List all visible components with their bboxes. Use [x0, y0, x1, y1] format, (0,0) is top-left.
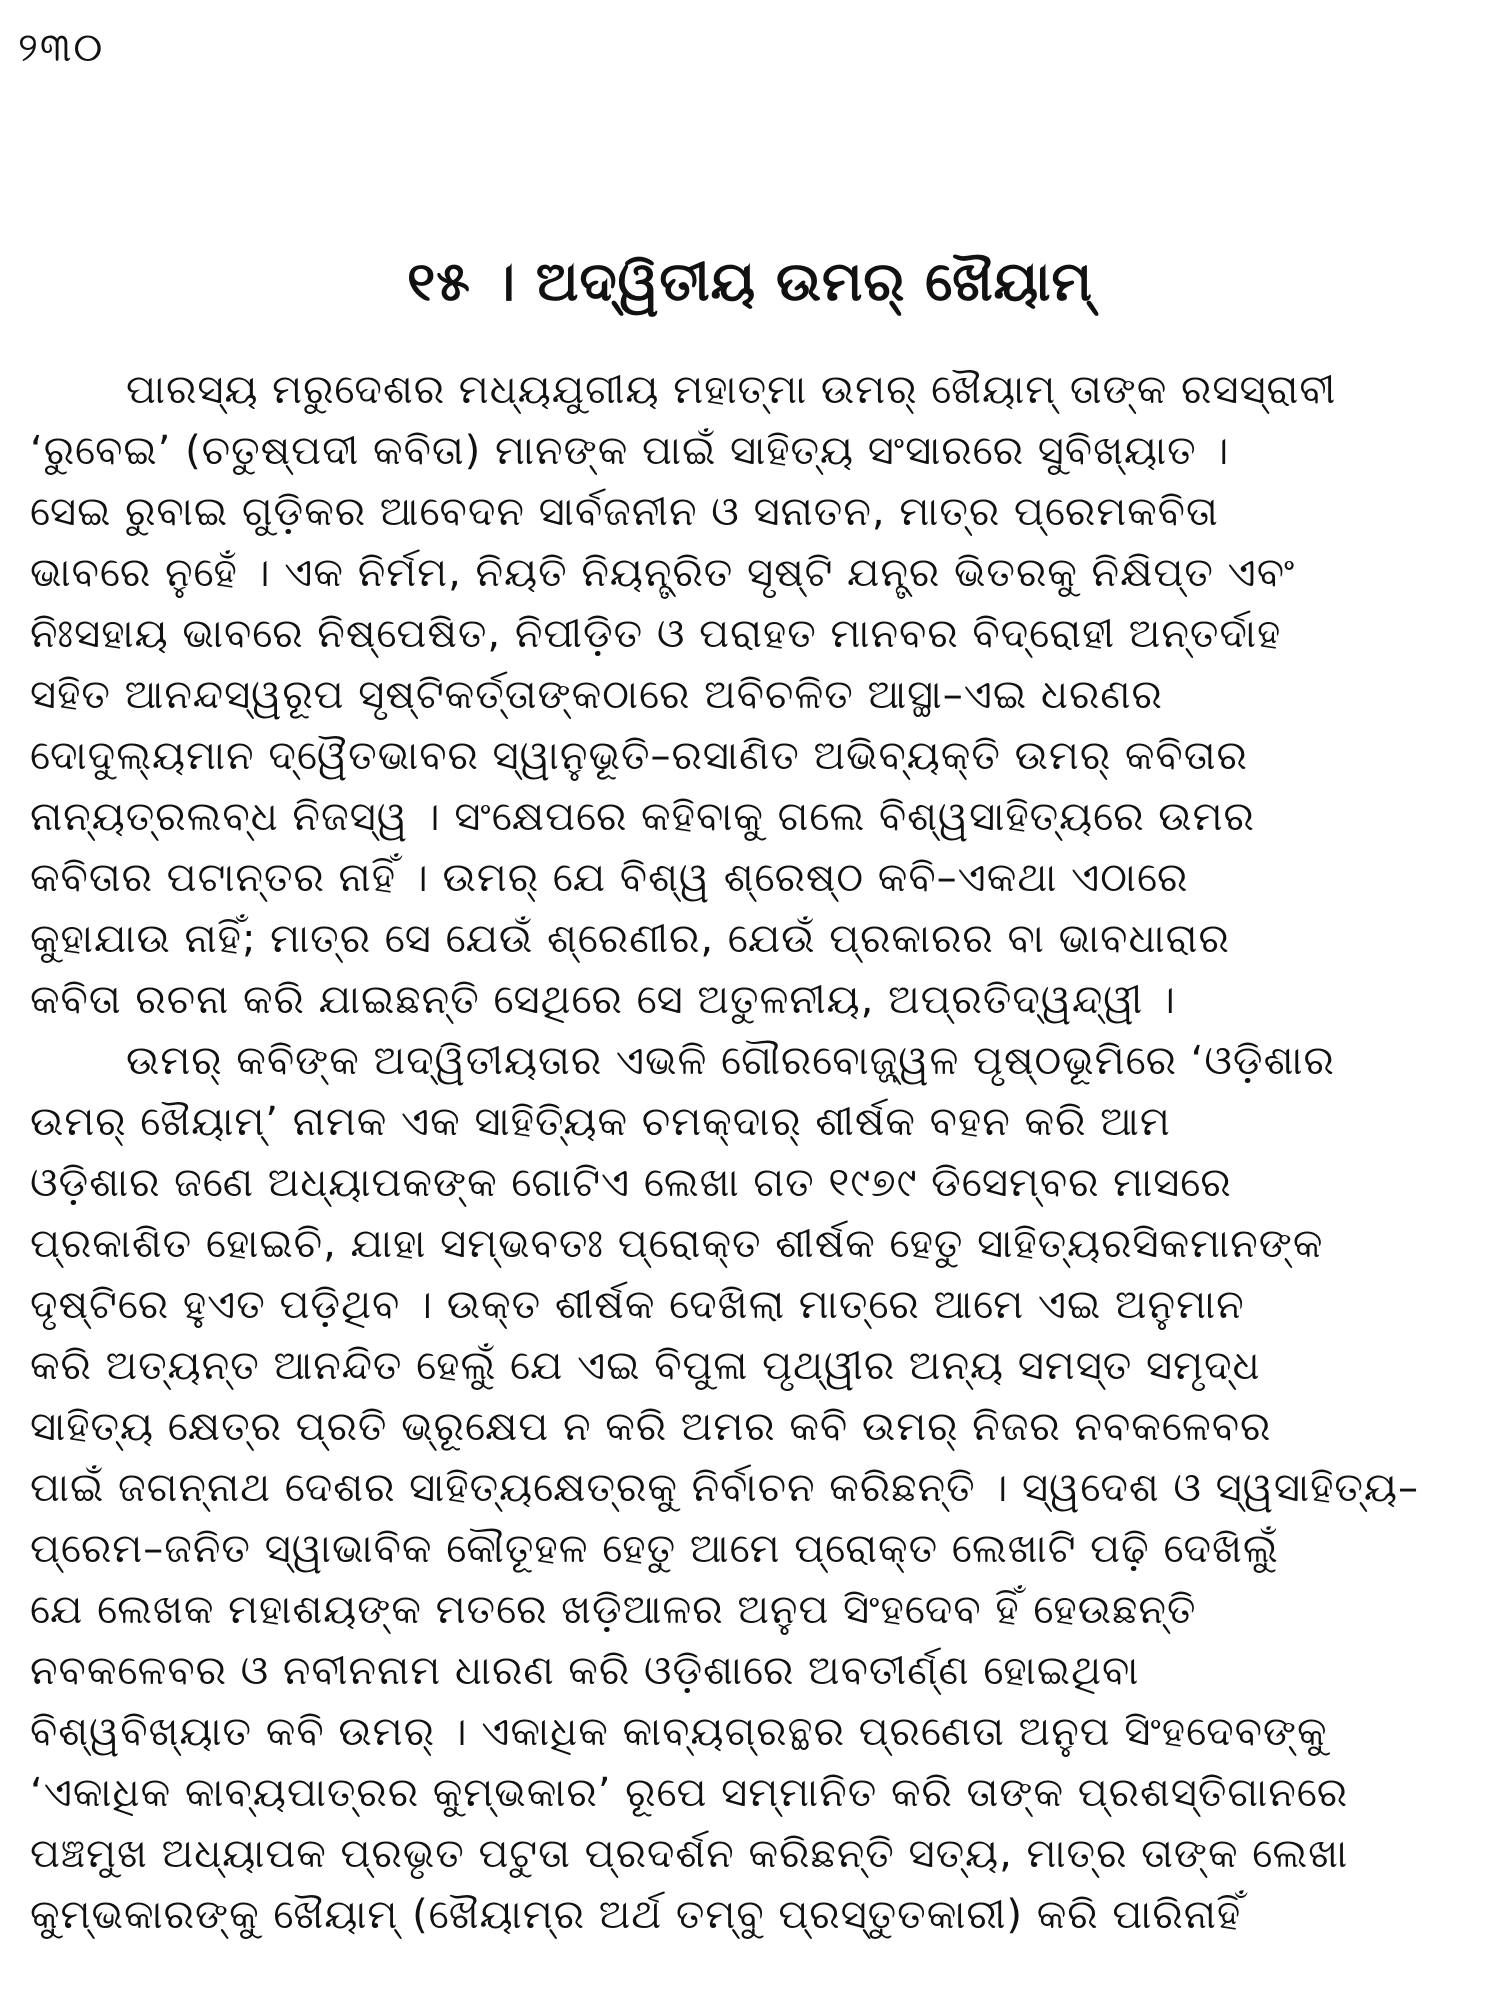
text-line: ସହିତ ଆନନ୍ଦସ୍ୱରୂପ ସୃଷ୍ଟିକର୍ତ୍ତାଙ୍କଠାରେ ଅବିଚଳିତ ଆସ୍ଥା–ଏଇ ଧରଣର: [30, 672, 1163, 718]
text-line: କବିତାର ପଟାନ୍ତର ନାହିଁ । ଉମର୍ ଯେ ବିଶ୍ୱ ଶ୍ରେଷ୍ଠ କବି–ଏକଥା ଏଠାରେ: [30, 855, 1189, 901]
chapter-title: ୧୫ । ଅଦ୍ୱିତୀୟ ଉମର୍ ଖୈୟାମ୍: [407, 250, 1093, 313]
text-line: ନବକଳେବର ଓ ନବୀନନାମ ଧାରଣ କରି ଓଡ଼ିଶାରେ ଅବତୀର୍ଣ୍ଣ ହୋଇଥିବା: [30, 1648, 1140, 1694]
text-line: ଦୃଷ୍ଟିରେ ହୁଏତ ପଡ଼ିଥିବ । ଉକ୍ତ ଶୀର୍ଷକ ଦେଖିଲା ମାତ୍ରେ ଆମେ ଏଇ ଅନୁମାନ: [30, 1282, 1245, 1328]
text-line: ଉମର୍ ଖୈୟାମ୍’ ନାମକ ଏକ ସାହିତ୍ୟିକ ଚମକ୍‌ଦାର୍ ଶୀର୍ଷକ ବହନ କରି ଆମ: [30, 1099, 1171, 1145]
page-number: ୨୩୦: [18, 25, 105, 71]
text-line: କୁମ୍ଭକାରଙ୍କୁ ଖୈୟାମ୍ (ଖୈୟାମ୍‌ର ଅର୍ଥ ତମ୍ବୁ ପ୍ରସ୍ତୁତକାରୀ) କରି ପାରିନାହିଁ: [30, 1892, 1242, 1938]
text-line: କବିତା ରଚନା କରି ଯାଇଛନ୍ତି ସେଥିରେ ସେ ଅତୁଳନୀୟ, ଅପ୍ରତିଦ୍ୱନ୍ଦ୍ୱୀ ।: [30, 977, 1176, 1023]
text-line: ପାଇଁ ଜଗନ୍ନାଥ ଦେଶର ସାହିତ୍ୟକ୍ଷେତ୍ରକୁ ନିର୍ବାଚନ କରିଛନ୍ତି । ସ୍ୱଦେଶ ଓ ସ୍ୱସାହିତ୍ୟ–: [30, 1465, 1419, 1511]
text-line: ‘ରୁବେଇ’ (ଚତୁଷ୍ପଦୀ କବିତା) ମାନଙ୍କ ପାଇଁ ସାହିତ୍ୟ ସଂସାରରେ ସୁବିଖ୍ୟାତ ।: [30, 428, 1230, 474]
text-line: ଯେ ଲେଖକ ମହାଶୟଙ୍କ ମତରେ ଖଡ଼ିଆଳର ଅନୁପ ସିଂହଦେବ ହିଁ ହେଉଛନ୍ତି: [30, 1587, 1197, 1633]
text-line: ସାହିତ୍ୟ କ୍ଷେତ୍ର ପ୍ରତି ଭ୍ରୂକ୍ଷେପ ନ କରି ଅମର କବି ଉମର୍ ନିଜର ନବକଳେବର: [30, 1404, 1272, 1450]
text-line: ‘ଏକାଧିକ କାବ୍ୟପାତ୍ରର କୁମ୍ଭକାର’ ରୂପେ ସମ୍ମାନିତ କରି ତାଙ୍କ ପ୍ରଶସ୍ତିଗାନରେ: [30, 1770, 1349, 1816]
text-line: ପ୍ରେମ–ଜନିତ ସ୍ୱାଭାବିକ କୌତୂହଳ ହେତୁ ଆମେ ପ୍ରୋକ୍ତ ଲେଖାଟି ପଢ଼ି ଦେଖିଲୁଁ: [30, 1526, 1279, 1572]
text-line: କରି ଅତ୍ୟନ୍ତ ଆନନ୍ଦିତ ହେଲୁଁ ଯେ ଏଇ ବିପୁଳା ପୃଥ୍ୱୀର ଅନ୍ୟ ସମସ୍ତ ସମୃଦ୍ଧ: [30, 1343, 1261, 1389]
text-line: ବିଶ୍ୱବିଖ୍ୟାତ କବି ଉମର୍ । ଏକାଧିକ କାବ୍ୟଗ୍ରନ୍ଥର ପ୍ରଣେତା ଅନୁପ ସିଂହଦେବଙ୍କୁ: [30, 1709, 1328, 1755]
text-line: ପାରସ୍ୟ ମରୁଦେଶର ମଧ୍ୟଯୁଗୀୟ ମହାତ୍ମା ଉମର୍ ଖୈୟାମ୍ ତାଙ୍କ ରସସ୍ରାବୀ: [126, 367, 1337, 413]
text-line: ପଞ୍ଚମୁଖ ଅଧ୍ୟାପକ ପ୍ରଭୃତ ପଟୁତା ପ୍ରଦର୍ଶନ କରିଛନ୍ତି ସତ୍ୟ, ମାତ୍ର ତାଙ୍କ ଲେଖା: [30, 1831, 1349, 1877]
text-line: ନାନ୍ୟତ୍ରଲବ୍ଧ ନିଜସ୍ୱ । ସଂକ୍ଷେପରେ କହିବାକୁ ଗଲେ ବିଶ୍ୱସାହିତ୍ୟରେ ଉମର: [30, 794, 1255, 840]
text-line: ଦୋଦୁଲ୍ୟମାନ ଦ୍ୱୈତଭାବର ସ୍ୱାନୁଭୂତି–ରସାଣିତ ଅଭିବ୍ୟକ୍ତି ଉମର୍ କବିତାର: [30, 733, 1248, 779]
text-line: ଉମର୍ କବିଙ୍କ ଅଦ୍ୱିତୀୟତାର ଏଭଳି ଗୌରବୋଜ୍ଜ୍ୱଳ ପୃଷ୍ଠଭୂମିରେ ‘ଓଡ଼ିଶାର: [126, 1038, 1335, 1084]
body-text: [30, 360, 1470, 1946]
text-line: ନିଃସହାୟ ଭାବରେ ନିଷ୍ପେଷିତ, ନିପୀଡ଼ିତ ଓ ପରାହତ ମାନବର ବିଦ୍ରୋହୀ ଅନ୍ତର୍ଦାହ: [30, 611, 1282, 657]
text-line: ଭାବରେ ନୁହେଁ । ଏକ ନିର୍ମମ, ନିୟତି ନିୟନ୍ତ୍ରିତ ସୃଷ୍ଟି ଯନ୍ତ୍ର ଭିତରକୁ ନିକ୍ଷିପ୍ତ ଏବଂ: [30, 550, 1296, 596]
text-line: ସେଇ ରୁବାଇ ଗୁଡ଼ିକର ଆବେଦନ ସାର୍ବଜନୀନ ଓ ସନାତନ, ମାତ୍ର ପ୍ରେମକବିତା: [30, 489, 1219, 535]
text-line: ପ୍ରକାଶିତ ହୋଇଚି, ଯାହା ସମ୍ଭବତଃ ପ୍ରୋକ୍ତ ଶୀର୍ଷକ ହେତୁ ସାହିତ୍ୟରସିକମାନଙ୍କ: [30, 1221, 1324, 1267]
text-line: କୁହାଯାଉ ନାହିଁ; ମାତ୍ର ସେ ଯେଉଁ ଶ୍ରେଣୀର, ଯେଉଁ ପ୍ରକାରର ବା ଭାବଧାରାର: [30, 916, 1230, 962]
text-line: ଓଡ଼ିଶାର ଜଣେ ଅଧ୍ୟାପକଙ୍କ ଗୋଟିଏ ଲେଖା ଗତ ୧୯୭୯ ଡିସେମ୍ବର ମାସରେ: [30, 1160, 1232, 1206]
